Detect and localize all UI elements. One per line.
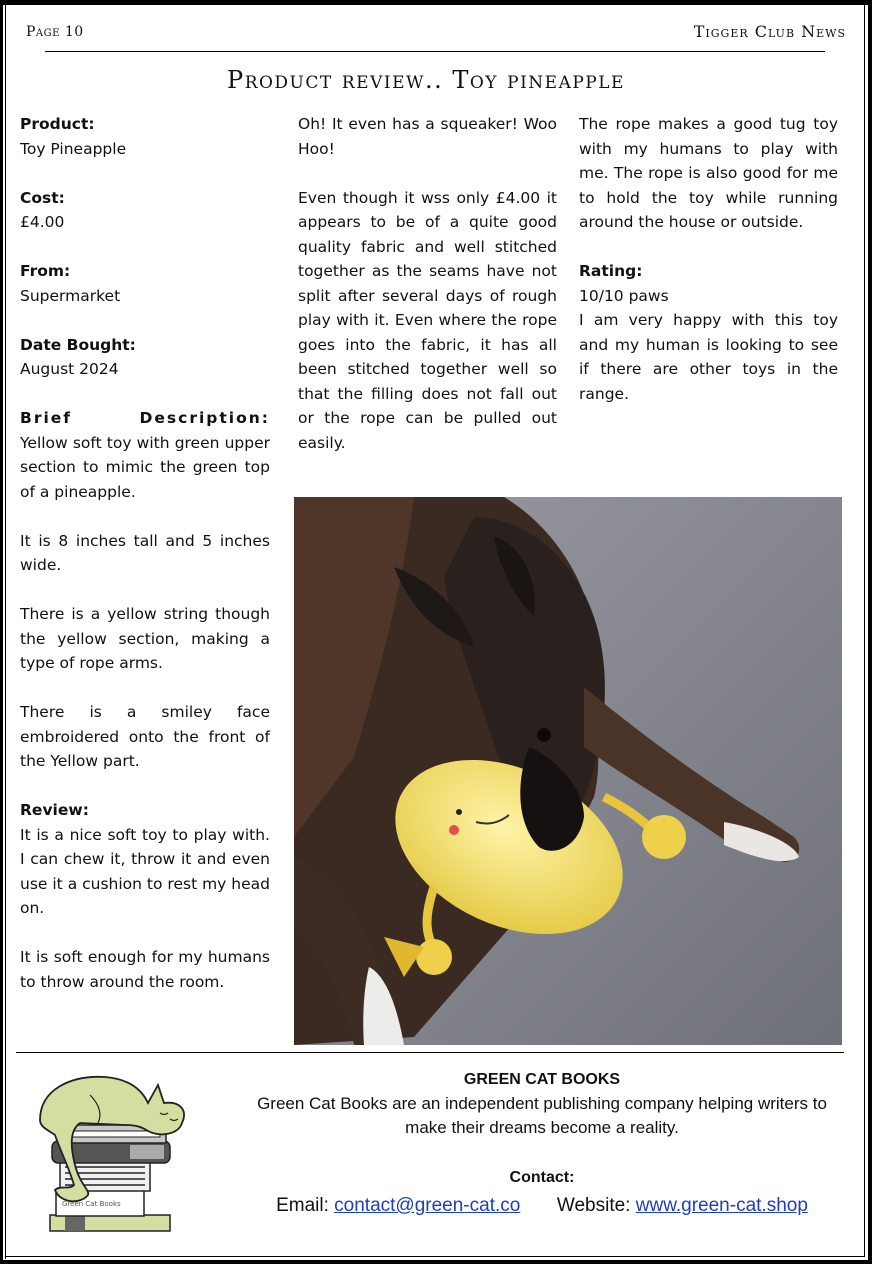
contact-row	[240, 1194, 844, 1218]
rating-comment: I am very happy with this toy and my human is looking to see if there are other toys in the range.	[579, 311, 838, 403]
cost-label: Cost:	[20, 188, 65, 207]
review-paragraph: It is a nice soft toy to play with. I can chew it, throw it and even use it a cushion to rest my head on.	[20, 825, 270, 917]
email-label: Email:	[276, 1195, 329, 1216]
page-border-left-inner	[5, 5, 6, 1259]
page-border-bottom-inner	[5, 1256, 865, 1257]
page-border-right-inner	[864, 5, 865, 1257]
contact-label: Contact:	[509, 1169, 575, 1186]
middle-column	[298, 112, 557, 455]
rope-paragraph: The rope makes a good tug toy with my humans to play with me. The rope is also good for me to hold the toy while running around the house or outside.	[579, 115, 838, 231]
footer-divider	[16, 1052, 844, 1053]
article-title: Product review.. Toy pineapple	[227, 66, 625, 94]
review-label: Review:	[20, 801, 89, 819]
logo-label: Green Cat Books	[62, 1200, 121, 1208]
details-column	[20, 112, 270, 994]
from-label: From:	[20, 262, 71, 280]
email-link[interactable]: contact@green-cat.co	[334, 1195, 521, 1216]
company-name: GREEN CAT BOOKS	[463, 1071, 621, 1088]
product-label: Product:	[20, 115, 95, 133]
rating-label: Rating:	[579, 262, 643, 280]
dog-eye	[537, 728, 551, 742]
header-divider	[45, 51, 825, 52]
dog-with-toy-photo	[294, 497, 842, 1045]
cost-value: £4.00	[20, 213, 65, 231]
description-paragraph: There is a yellow string though the yellow section, making a type of rope arms.	[20, 605, 270, 672]
company-blurb: Green Cat Books are an independent publishing company helping writers to make their dreams become a reality.	[257, 1094, 827, 1137]
page-border-right	[868, 0, 872, 1264]
rating-value: 10/10 paws	[579, 286, 669, 305]
publisher-info	[240, 1068, 844, 1218]
right-column	[579, 112, 838, 406]
quality-paragraph: Even though it wss only £4.00 it appears to be of a quite good quality fabric and well stitched together as the seams have not split after several days of rough play with it. Even where the rope goes into the fabric, it has all been stitched together well so that the filling does not fall out or the rope can be pulled out easily.	[298, 188, 557, 452]
description-paragraph: Yellow soft toy with green upper section to mimic the green top of a pineapple.	[20, 433, 270, 501]
page-border-bottom	[0, 1260, 872, 1264]
publication-name: Tigger Club News	[693, 22, 846, 41]
from-value: Supermarket	[20, 286, 121, 305]
description-paragraph: There is a smiley face embroidered onto the front of the Yellow part.	[20, 703, 270, 770]
page-border-top	[0, 0, 872, 5]
page-number: Page 10	[26, 24, 84, 40]
website-link[interactable]: www.green-cat.shop	[635, 1195, 808, 1216]
description-paragraph: It is 8 inches tall and 5 inches wide.	[20, 531, 270, 574]
page-border-left	[0, 0, 3, 1264]
squeaker-paragraph: Oh! It even has a squeaker! Woo Hoo!	[298, 115, 557, 158]
date-label: Date Bought:	[20, 335, 136, 354]
product-value: Toy Pineapple	[20, 139, 127, 158]
date-value: August 2024	[20, 360, 119, 378]
green-cat-books-logo	[30, 1065, 195, 1240]
website-label: Website:	[556, 1195, 631, 1216]
description-label: Brief Description:	[20, 409, 270, 427]
review-paragraph: It is soft enough for my humans to throw around the room.	[20, 948, 270, 991]
